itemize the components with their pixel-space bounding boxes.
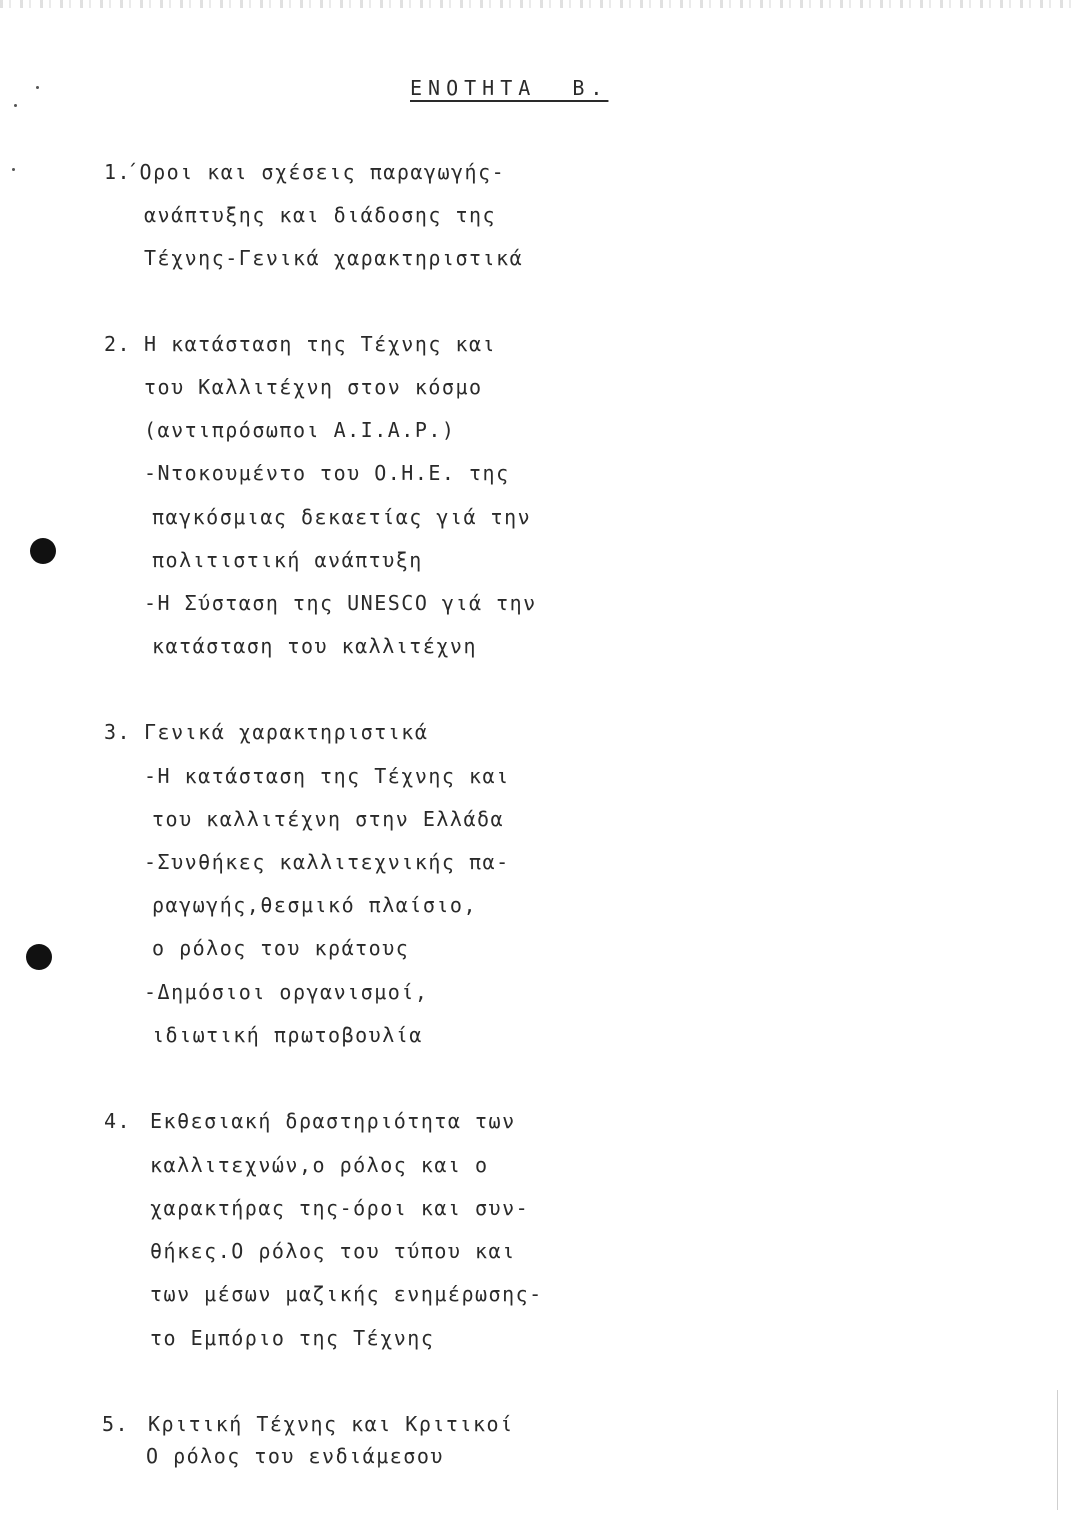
section-2-line: (αντιπρόσωποι Α.Ι.Α.Ρ.) [144,418,456,442]
section-number: 1. [104,160,132,184]
section-4-line: θήκες.Ο ρόλος του τύπου και [150,1239,516,1263]
section-1-line: Τέχνης-Γενικά χαρακτηριστικά [144,246,524,270]
section-2-line: -Η Σύσταση της UNESCO γιά την [144,591,537,615]
section-2-line: -Ντοκουμέντο του Ο.Η.Ε. της [144,461,510,485]
scan-top-edge [0,0,1080,8]
section-3-line: ραγωγής,θεσμικό πλαίσιο, [152,893,477,917]
section-number: 3. [104,720,132,744]
scan-right-edge [1057,1390,1058,1510]
section-2-line: κατάσταση του καλλιτέχνη [152,634,477,658]
section-3-line: -Η κατάσταση της Τέχνης και [144,764,510,788]
scan-speck [14,104,17,107]
punch-hole-lower [26,944,52,970]
section-1-line: ανάπτυξης και διάδοσης της [144,203,497,227]
section-4-line: καλλιτεχνών,ο ρόλος και ο [150,1153,489,1177]
scan-speck [36,86,39,89]
scan-speck [12,168,15,171]
section-1-line: ΄Οροι και σχέσεις παραγωγής- [126,160,506,184]
section-4-line: Εκθεσιακή δραστηριότητα των [150,1109,516,1133]
section-3-line: ο ρόλος του κράτους [152,936,410,960]
section-number: 4. [104,1109,132,1133]
section-4-line: των μέσων μαζικής ενημέρωσης- [150,1282,543,1306]
section-3-line: Γενικά χαρακτηριστικά [144,720,429,744]
section-5-line: Κριτική Τέχνης και Κριτικοί [148,1412,514,1436]
section-2-line: του Καλλιτέχνη στον κόσμο [144,375,483,399]
section-2-line: πολιτιστική ανάπτυξη [152,548,423,572]
section-3-line: -Συνθήκες καλλιτεχνικής πα- [144,850,510,874]
section-3-line: ιδιωτική πρωτοβουλία [152,1023,423,1047]
section-number: 2. [104,332,132,356]
section-number: 5. [102,1412,130,1436]
section-2-line: παγκόσμιας δεκαετίας γιά την [152,505,532,529]
document-title: ΕΝΟΤΗΤΑ Β. [410,76,609,100]
section-5-line: Ο ρόλος του ενδιάμεσου [146,1444,444,1468]
section-2-line: Η κατάσταση της Τέχνης και [144,332,497,356]
section-3-line: -Δημόσιοι οργανισμοί, [144,980,429,1004]
section-4-line: χαρακτήρας της-όροι και συν- [150,1196,530,1220]
section-4-line: το Εμπόριο της Τέχνης [150,1326,435,1350]
punch-hole-upper [30,538,56,564]
section-3-line: του καλλιτέχνη στην Ελλάδα [152,807,505,831]
